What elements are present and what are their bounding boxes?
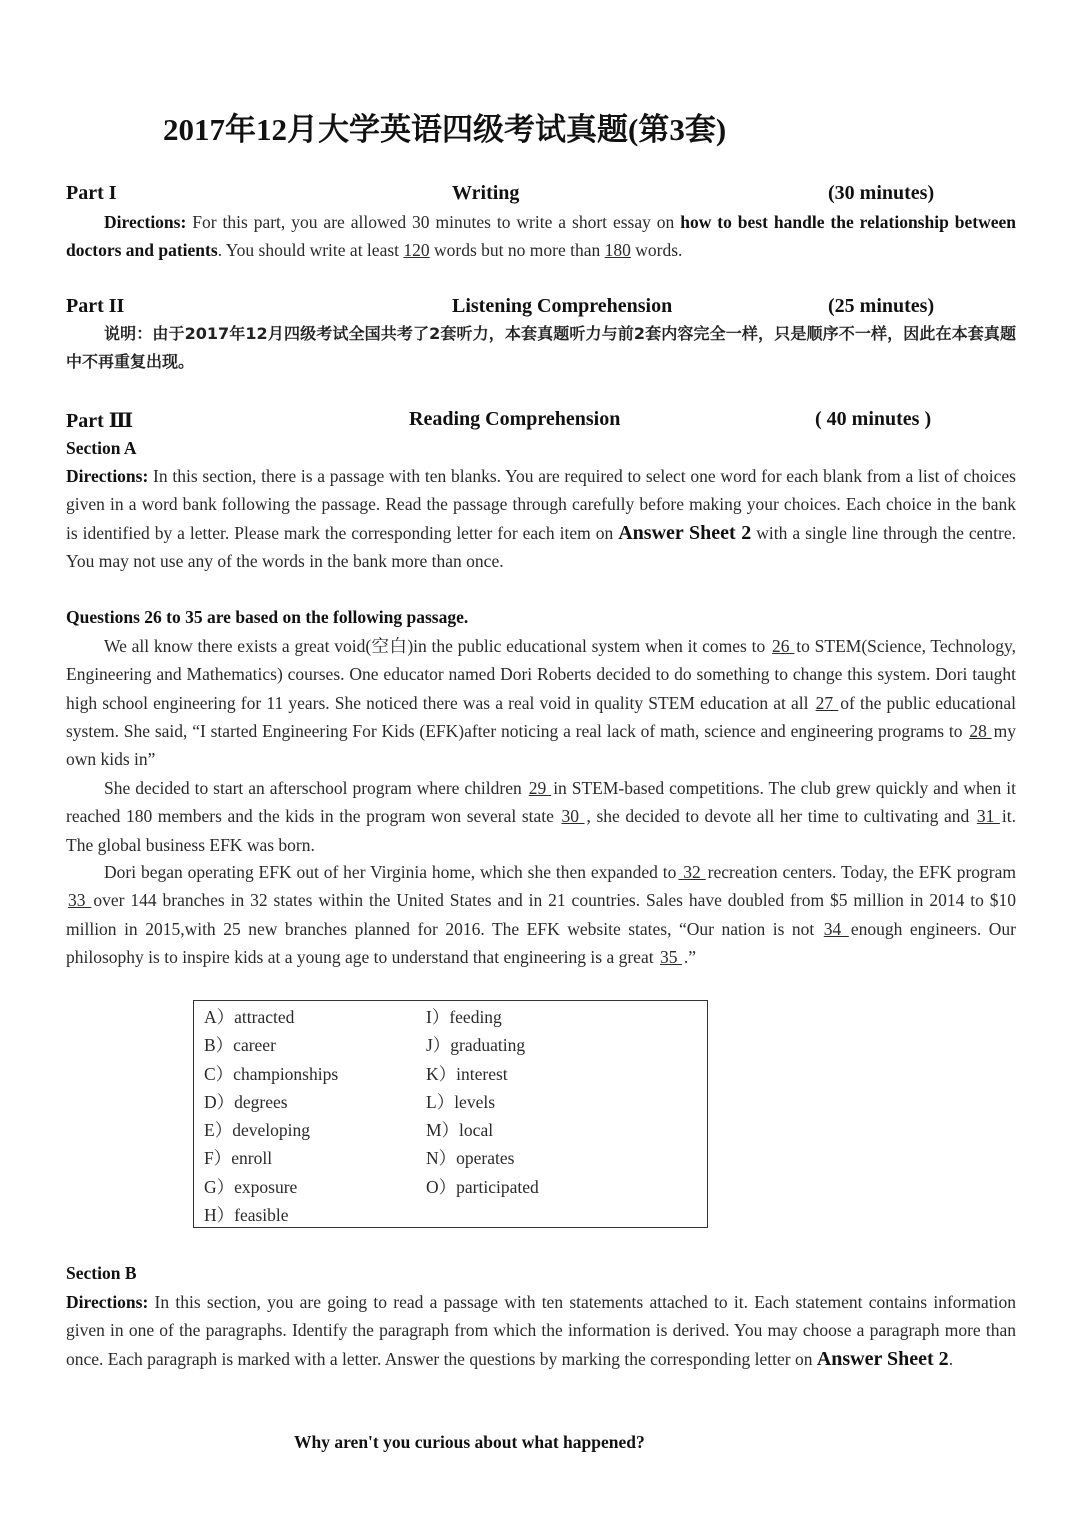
part1-directions: Directions: For this part, you are allowed 30 minutes to write a short essay on how to best handle the relationship between doctors and patients. You should write at least 120 words but no more than 180 words. xyxy=(66,212,1016,261)
blank-30: 30 xyxy=(561,806,585,827)
word-bank-item: L）levels xyxy=(426,1091,496,1112)
part2-time: (25 minutes) xyxy=(828,295,935,317)
part2-name: Listening Comprehension xyxy=(452,295,673,317)
part3-name: Reading Comprehension xyxy=(409,408,621,430)
blank-35: 35 xyxy=(659,946,682,967)
part1-dir-label: Directions: xyxy=(104,212,187,232)
passage-paragraph-2: She decided to start an afterschool program where children 29 in STEM-based competitions. The club grew quickly and when it reached 180 members and the kids in the program won several state 30 , she decided to devote all her time to cultivating and 31 it. The global business EFK was born. xyxy=(66,778,1017,855)
part2-label: Part II xyxy=(66,295,125,317)
section-b-passage-title: Why aren't you curious about what happened? xyxy=(294,1432,645,1452)
answer-sheet-ref: Answer Sheet 2 xyxy=(816,1347,949,1370)
essay-topic: how to best handle the relationship between doctors and patients xyxy=(66,212,1016,261)
word-bank-item: A）attracted xyxy=(204,1007,295,1027)
part1-name: Writing xyxy=(452,182,520,204)
part2-header xyxy=(66,295,1016,321)
word-bank-item: C）championships xyxy=(204,1063,339,1084)
part3-time: ( 40 minutes ) xyxy=(815,408,932,430)
passage-paragraph-3: Dori began operating EFK out of her Virginia home, which she then expanded to 32 recreation centers. Today, the EFK program 33 over 144 branches in 32 states within the United States and in 21 countries. Sales have doubled from $5 million in 2014 to $10 million in 2015,with 25 new branches planned for 2016. The EFK website states, “Our nation is not 34 enough engineers. Our philosophy is to inspire kids at a young age to understand that engineering is a great 35 .” xyxy=(66,862,1016,967)
section-a-directions: Directions: In this section, there is a passage with ten blanks. You are required to select one word for each blank from a list of choices given in a word bank following the passage. Read the passage through carefully before making your choices. Each choice in the bank is identified by a letter. Please mark the corresponding letter for each item on Answer Sheet 2 with a single line through the centre. You may not use any of the words in the bank more than once. xyxy=(66,466,1016,571)
word-bank-item: B）career xyxy=(204,1035,276,1056)
word-bank-item: O）participated xyxy=(426,1176,539,1197)
answer-sheet-ref: Answer Sheet 2 xyxy=(618,521,752,544)
part1-time: (30 minutes) xyxy=(828,182,935,204)
page-title: 2017年12月大学英语四级考试真题(第3套) xyxy=(163,112,727,147)
section-b-directions: Directions: In this section, you are going to read a passage with ten statements attached to it. Each statement contains information given in one of the paragraphs. Identify the paragraph from which the information is derived. You may choose a paragraph more than once. Each paragraph is marked with a letter. Answer the questions by marking the corresponding letter on Answer Sheet 2. xyxy=(66,1292,1016,1370)
min-words: 120 xyxy=(403,240,430,261)
blank-31: 31 xyxy=(976,806,1000,827)
part3-label: Part Ⅲ xyxy=(66,410,134,432)
blank-34: 34 xyxy=(823,918,849,939)
blank-32: 32 xyxy=(678,862,706,882)
word-bank xyxy=(193,1000,708,1228)
blank-26: 26 xyxy=(772,636,795,656)
word-bank-item: F）enroll xyxy=(204,1148,273,1169)
blank-28: 28 xyxy=(969,720,992,741)
questions-heading: Questions 26 to 35 are based on the following passage. xyxy=(66,607,469,627)
word-bank-item: I）feeding xyxy=(426,1007,502,1027)
word-bank-right-column xyxy=(426,1003,539,1201)
word-bank-item: M）local xyxy=(426,1120,494,1141)
word-bank-item: K）interest xyxy=(426,1063,508,1084)
section-a-heading: Section A xyxy=(66,438,137,458)
blank-27: 27 xyxy=(815,692,839,713)
max-words: 180 xyxy=(604,240,631,261)
part2-note: 说明：由于2017年12月四级考试全国共考了2套听力，本套真题听力与前2套内容完全一样，只是顺序不一样，因此在本套真题中不再重复出现。 xyxy=(66,324,1016,371)
part1-header xyxy=(66,182,1016,208)
part3-header xyxy=(66,408,1016,434)
word-bank-item: G）exposure xyxy=(204,1176,298,1197)
part1-label: Part I xyxy=(66,182,117,204)
section-b-heading: Section B xyxy=(66,1263,137,1283)
blank-33: 33 xyxy=(68,890,92,911)
word-bank-item: H）feasible xyxy=(204,1205,289,1226)
word-bank-item: D）degrees xyxy=(204,1091,288,1112)
word-bank-item: N）operates xyxy=(426,1148,515,1169)
word-bank-item: E）developing xyxy=(204,1120,310,1141)
blank-29: 29 xyxy=(528,778,552,798)
passage-paragraph-1: We all know there exists a great void(空白)in the public educational system when it comes to 26 to STEM(Science, Technology, Engineering and Mathematics) courses. One educator named Dori Roberts decided to do something to change this system. Dori taught high school engineering for 11 years. She noticed there was a real void in quality STEM education at all 27 of the public educational system. She said, “I started Engineering For Kids (EFK)after noticing a real lack of math, science and engineering programs to 28 my own kids in” xyxy=(66,636,1017,770)
word-bank-left-column xyxy=(204,1003,338,1229)
word-bank-item: J）graduating xyxy=(426,1035,526,1056)
